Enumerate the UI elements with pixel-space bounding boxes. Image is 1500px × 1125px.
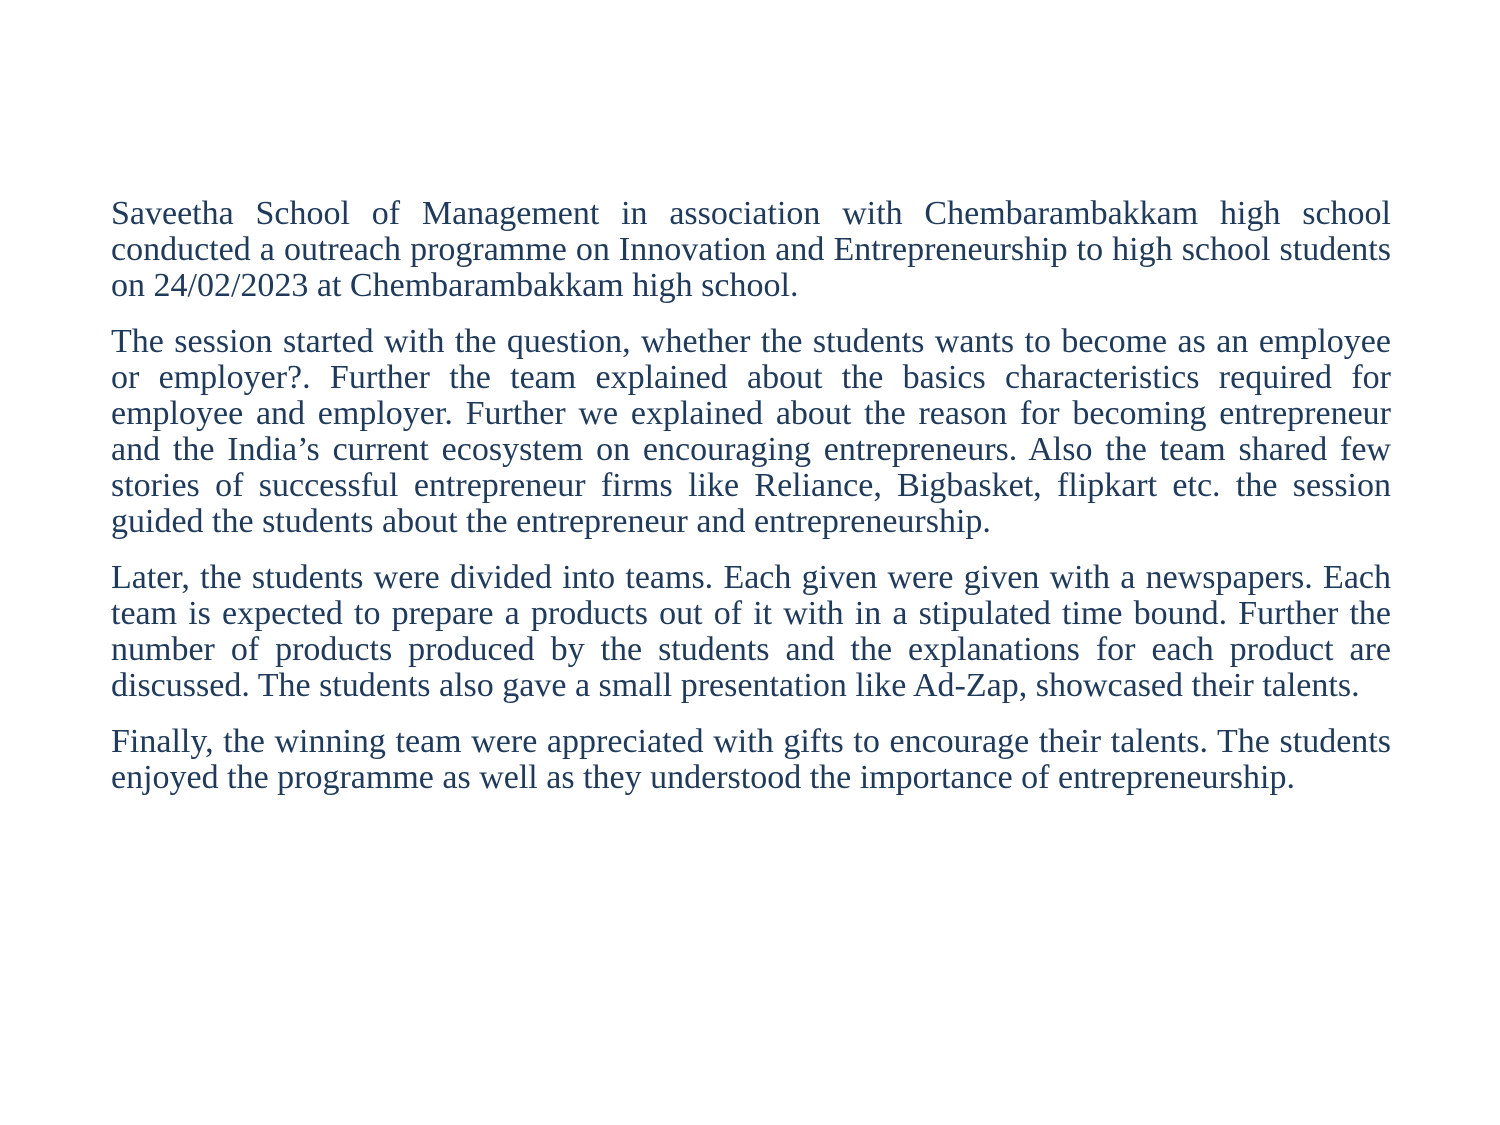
document-body xyxy=(111,196,1391,816)
paragraph-session: The session started with the question, whether the students wants to become as an employee or employer?. Further the team explained about the basics characteristics required for employee and employer. Further we explained about the reason for becoming entrepreneur and the India’s current ecosystem on encouraging entrepreneurs. Also the team shared few stories of successful entrepreneur firms like Reliance, Bigbasket, flipkart etc. the session guided the students about the entrepreneur and entrepreneurship. xyxy=(111,323,1391,540)
paragraph-conclusion: Finally, the winning team were appreciated with gifts to encourage their talents. The students enjoyed the programme as well as they understood the importance of entrepreneurship. xyxy=(111,723,1391,796)
paragraph-activity: Later, the students were divided into teams. Each given were given with a newspapers. Each team is expected to prepare a products out of it with in a stipulated time bound. Further the number of products produced by the students and the explanations for each product are discussed. The students also gave a small presentation like Ad-Zap, showcased their talents. xyxy=(111,559,1391,704)
paragraph-intro: Saveetha School of Management in association with Chembarambakkam high school conducted a outreach programme on Innovation and Entrepreneurship to high school students on 24/02/2023 at Chembarambakkam high school. xyxy=(111,195,1391,304)
